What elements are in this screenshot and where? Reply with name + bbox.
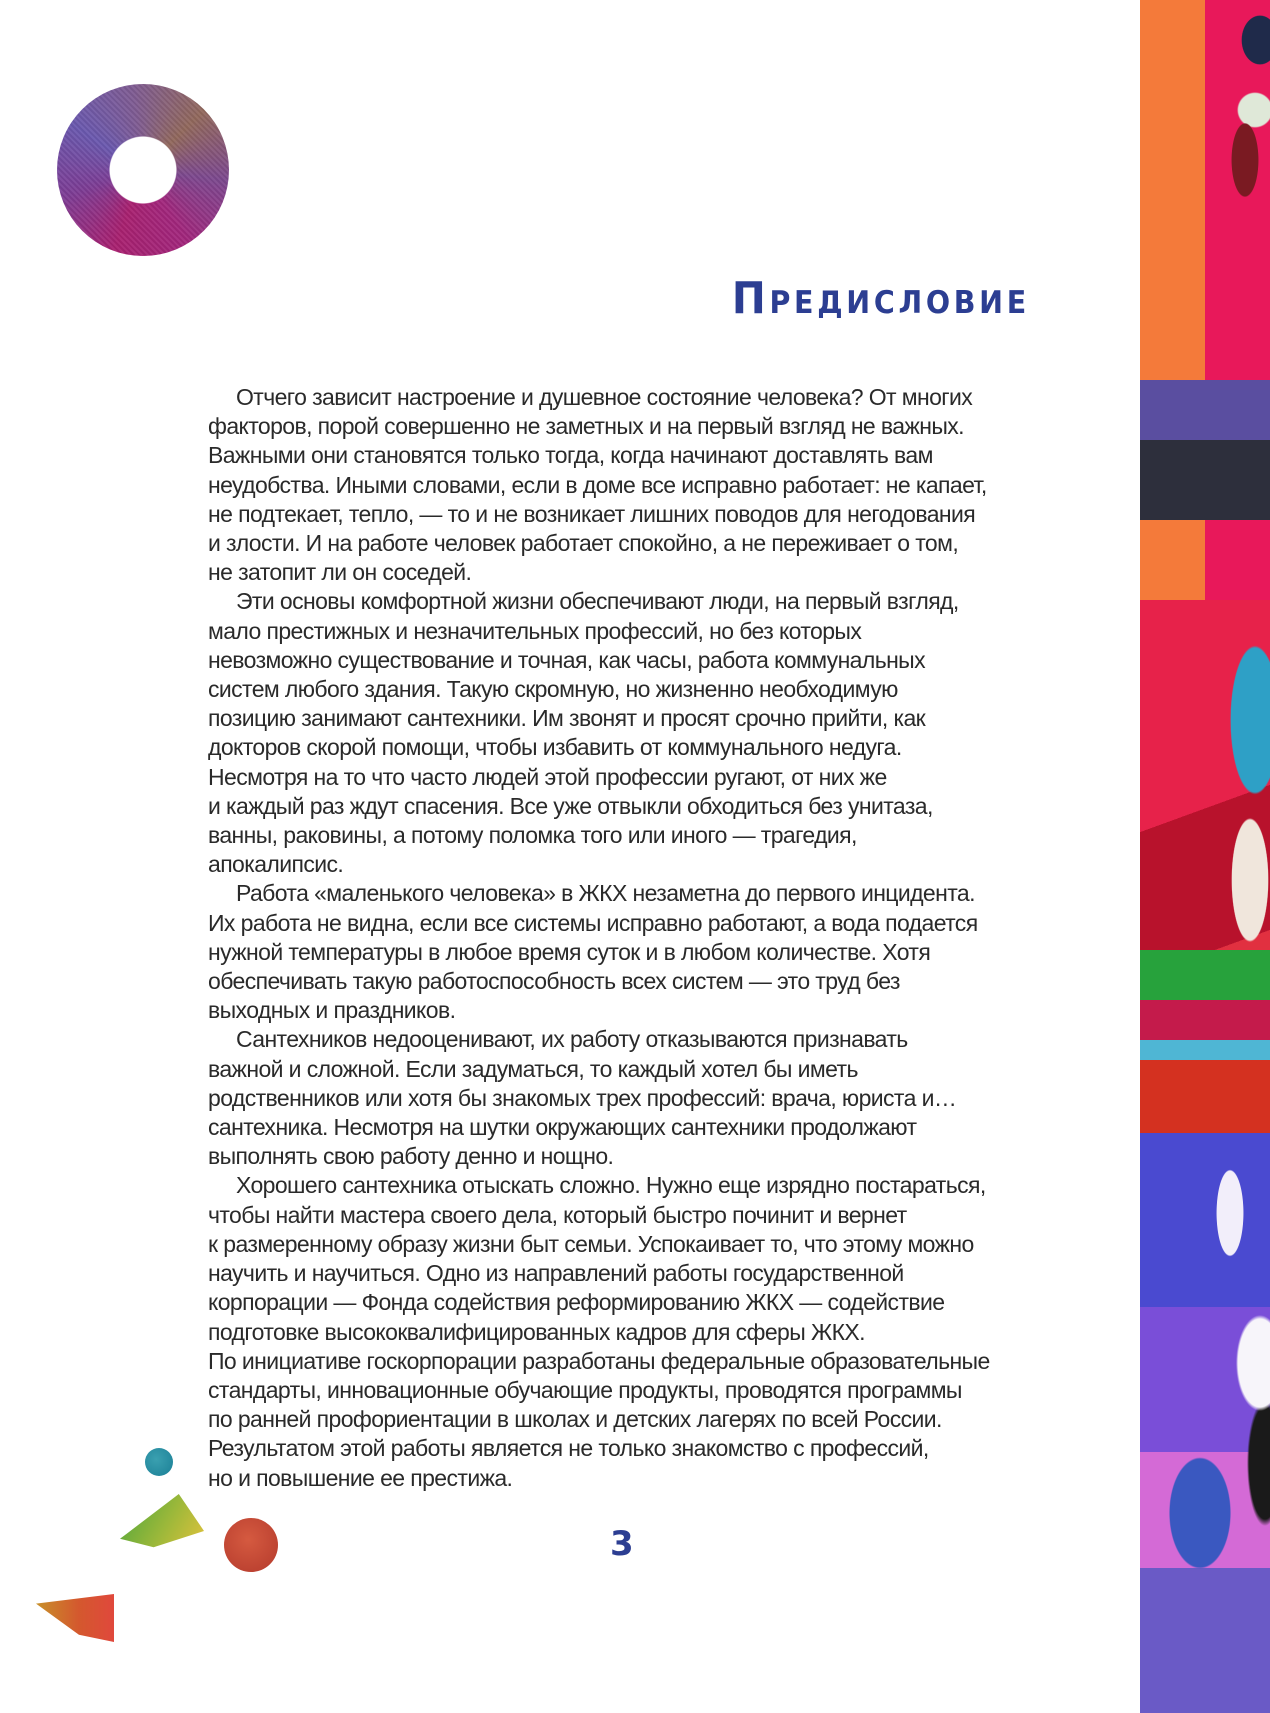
text-line: но и повышение ее престижа. <box>208 1464 513 1491</box>
paragraph-1 <box>208 383 1038 587</box>
text-line: апокалипсис. <box>208 851 344 878</box>
paragraph-3 <box>208 879 1038 1025</box>
text-line: Хорошего сантехника отыскать сложно. Нужно еще изрядно постараться, <box>236 1172 986 1199</box>
teal-dot-icon <box>145 1448 173 1476</box>
paragraph-2 <box>208 587 1038 879</box>
text-line: стандарты, инновационные обучающие продукты, проводятся программы <box>208 1376 962 1403</box>
text-line: Эти основы комфортной жизни обеспечивают люди, на первый взгляд, <box>236 588 959 615</box>
preface-body <box>208 383 1038 1493</box>
art-strip-bottom-panel <box>1140 1133 1270 1713</box>
art-strip-top-panel <box>1140 0 1270 1133</box>
text-line: и злости. И на работе человек работает спокойно, а не переживает о том, <box>208 530 959 557</box>
text-line: выполнять свою работу денно и нощно. <box>208 1143 614 1170</box>
text-line: подготовке высококвалифицированных кадров для сферы ЖКХ. <box>208 1318 865 1345</box>
text-line: систем любого здания. Такую скромную, но жизненно необходимую <box>208 676 898 703</box>
text-line: ванны, раковины, а потому поломка того или иного — трагедия, <box>208 822 857 849</box>
text-line: родственников или хотя бы знакомых трех профессий: врача, юриста и… <box>208 1084 957 1111</box>
text-line: обеспечивать такую работоспособность всех систем — это труд без <box>208 968 900 995</box>
decorative-ring-icon <box>57 84 229 256</box>
text-line: по ранней профориентации в школах и детских лагерях по всей России. <box>208 1406 942 1433</box>
text-line: сантехника. Несмотря на шутки окружающих сантехники продолжают <box>208 1114 917 1141</box>
text-line: докторов скорой помощи, чтобы избавить от коммунального недуга. <box>208 734 902 761</box>
text-line: чтобы найти мастера своего дела, который быстро починит и вернет <box>208 1201 907 1228</box>
abstract-art-strip <box>1140 0 1270 1713</box>
text-line: важной и сложной. Если задуматься, то каждый хотел бы иметь <box>208 1055 858 1082</box>
text-line: Результатом этой работы является не только знакомство с профессий, <box>208 1435 929 1462</box>
text-line: не затопит ли он соседей. <box>208 559 472 586</box>
text-line: научить и научиться. Одно из направлений работы государственной <box>208 1260 904 1287</box>
text-line: Несмотря на то что часто людей этой профессии ругают, от них же <box>208 763 887 790</box>
text-line: Отчего зависит настроение и душевное состояние человека? От многих <box>236 384 973 410</box>
art-strip-middle-panel <box>1140 600 1270 1133</box>
text-line: позицию занимают сантехники. Им звонят и просят срочно прийти, как <box>208 705 926 732</box>
text-line: Их работа не видна, если все системы исправно работают, а вода подается <box>208 909 978 936</box>
text-line: факторов, порой совершенно не заметных и на первый взгляд не важных. <box>208 413 964 440</box>
red-dot-icon <box>224 1518 278 1572</box>
text-line: невозможно существование и точная, как часы, работа коммунальных <box>208 646 926 673</box>
page-title: Предисловие <box>732 273 1030 325</box>
text-line: неудобства. Иными словами, если в доме все исправно работает: не капает, <box>208 471 987 498</box>
text-line: не подтекает, тепло, — то и не возникает лишних поводов для негодования <box>208 500 976 527</box>
text-line: к размеренному образу жизни быт семьи. Успокаивает то, что этому можно <box>208 1230 974 1257</box>
orange-wedge-icon <box>36 1594 114 1642</box>
paragraph-5 <box>208 1171 1038 1492</box>
text-line: мало престижных и незначительных профессий, но без которых <box>208 617 862 644</box>
text-line: выходных и праздников. <box>208 997 456 1024</box>
text-line: корпорации — Фонда содействия реформированию ЖКХ — содействие <box>208 1289 945 1316</box>
text-line: Работа «маленького человека» в ЖКХ незаметна до первого инцидента. <box>236 880 975 907</box>
paragraph-4 <box>208 1025 1038 1171</box>
green-wedge-icon <box>120 1494 204 1550</box>
text-line: По инициативе госкорпорации разработаны федеральные образовательные <box>208 1347 990 1374</box>
page-number: 3 <box>610 1524 634 1564</box>
text-line: и каждый раз ждут спасения. Все уже отвыкли обходиться без унитаза, <box>208 792 933 819</box>
text-line: Важными они становятся только тогда, когда начинают доставлять вам <box>208 442 933 469</box>
text-line: нужной температуры в любое время суток и в любом количестве. Хотя <box>208 938 931 965</box>
text-line: Сантехников недооценивают, их работу отказываются признавать <box>236 1026 908 1053</box>
